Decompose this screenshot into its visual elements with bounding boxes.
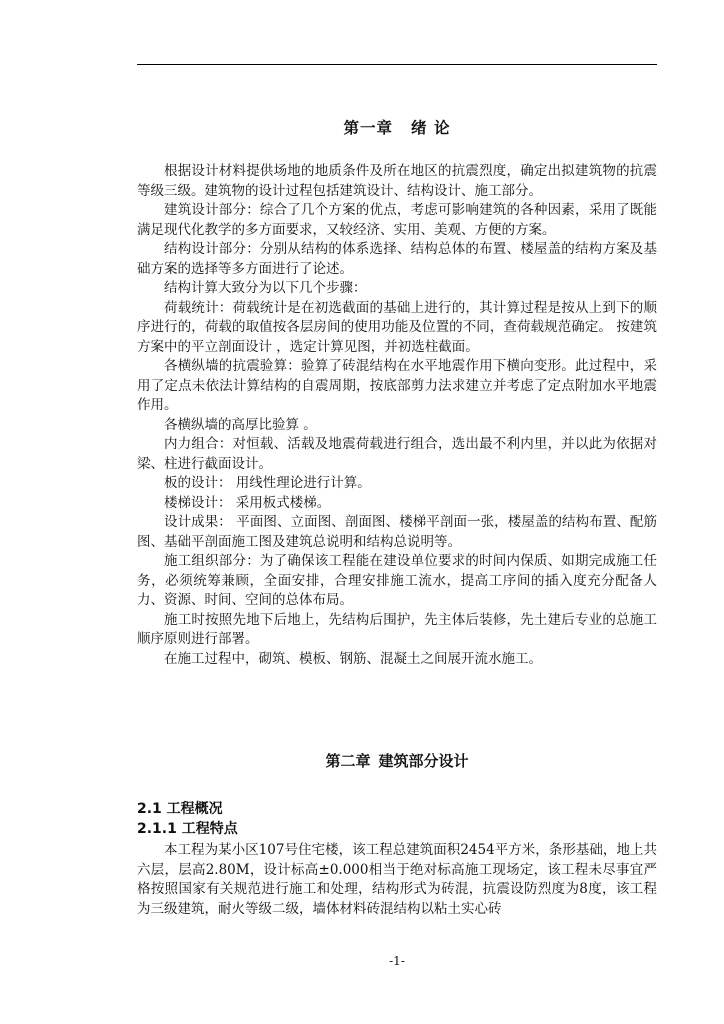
chapter-2-heading: 建筑部分设计 [378, 752, 469, 770]
paragraph: 各横纵墙的抗震验算：验算了砖混结构在水平地震作用下横向变形。此过程中，采用了定点未依法计算结构的自震周期，按底部剪力法求建立并考虑了定点附加水平地震作用。 [137, 358, 657, 413]
paragraph: 施工时按照先地下后地上，先结构后围护，先主体后装修，先土建后专业的总施工顺序原则进行部署。 [137, 611, 657, 647]
paragraph: 板的设计： 用线性理论进行计算。 [164, 475, 371, 491]
paragraph: 各横纵墙的高厚比验算 。 [164, 416, 317, 433]
paragraph: 结构计算大致分为以下几个步骤： [164, 280, 367, 296]
paragraph: 在施工过程中，砌筑、模板、钢筋、混凝土之间展开流水施工。 [164, 650, 542, 667]
paragraph: 施工组织部分：为了确保该工程能在建设单位要求的时间内保质、如期完成施工任务，必须统筹兼顾，全面安排，合理安排施工流水，提高工序间的插入度充分配备人力、资源、时间、空间的总体布局。 [137, 553, 657, 608]
paragraph: 荷载统计：荷载统计是在初选截面的基础上进行的，其计算过程是按从上到下的顺序进行的，荷载的取值按各层房间的使用功能及位置的不同，查荷载规范确定。 按建筑方案中的平立剖面设计 ，选定计算见图，并初选柱截面。 [137, 299, 657, 355]
paragraph: 内力组合：对恒载、活载及地震荷载进行组合，选出最不利内里，并以此为依据对梁、柱进行截面设计。 [137, 436, 657, 472]
section-heading-2-1-1: 2.1.1 工程特点 [137, 821, 238, 837]
paragraph: 建筑设计部分：综合了几个方案的优点，考虑可影响建筑的各种因素，采用了既能满足现代化教学的多方面要求，又较经济、实用、美观、方便的方案。 [137, 202, 657, 238]
chapter-1-body [137, 162, 657, 669]
header-rule [137, 64, 657, 65]
chapter-1-label: 第一章 [343, 119, 394, 137]
chapter-1-heading: 绪 论 [411, 119, 451, 137]
page-number: -1- [389, 954, 405, 968]
section-heading-2-1: 2.1 工程概况 [137, 801, 223, 817]
paragraph: 楼梯设计： 采用板式楼梯。 [164, 494, 331, 511]
chapter-2-body [137, 841, 657, 919]
paragraph: 本工程为某小区107号住宅楼，该工程总建筑面积2454平方米，条形基础，地上共六层，层高2.80M，设计标高±0.000相当于绝对标高施工现场定，该工程未尽事宜严格按照国家有关规范进行施工和处理，结构形式为砖混，抗震设防烈度为8度，该工程为三级建筑，耐火等级二级，墙体材料砖混结构以粘土实心砖 [137, 842, 657, 917]
paragraph: 结构设计部分：分别从结构的体系选择、结构总体的布置、楼屋盖的结构方案及基础方案的选择等多方面进行了论述。 [137, 241, 657, 277]
paragraph: 根据设计材料提供场地的地质条件及所在地区的抗震烈度，确定出拟建筑物的抗震等级三级。建筑物的设计过程包括建筑设计、结构设计、施工部分。 [137, 163, 657, 199]
chapter-1-title [137, 116, 657, 138]
chapter-2-label: 第二章 [325, 752, 371, 770]
paragraph: 设计成果： 平面图、立面图、剖面图、楼梯平剖面一张，楼屋盖的结构布置、配筋图、基础平剖面施工图及建筑总说明和结构总说明等。 [137, 514, 657, 550]
chapter-2-title [137, 750, 657, 771]
